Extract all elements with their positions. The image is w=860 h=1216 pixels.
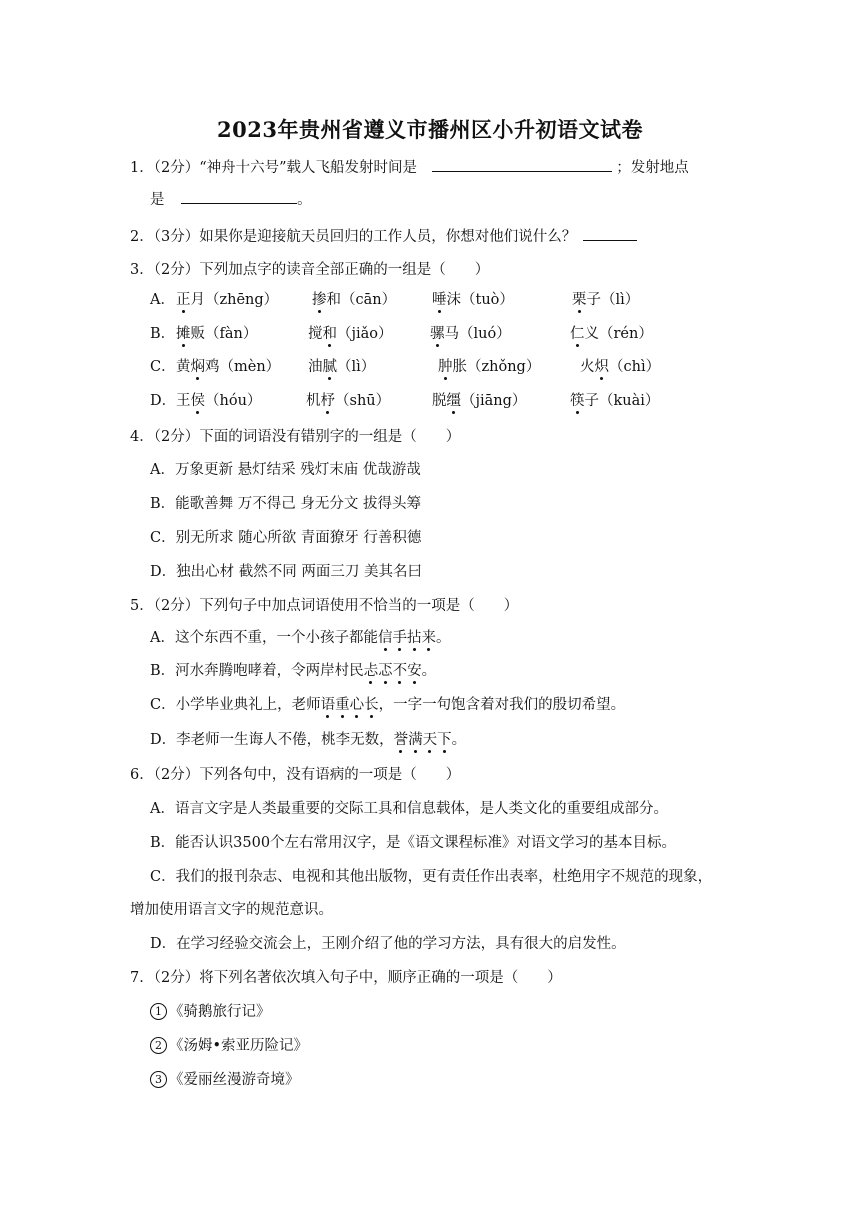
option-word — [308, 324, 393, 344]
book-title: 《汤姆•索亚历险记》 — [169, 1038, 309, 1054]
option-4b[interactable]: B．能歌善舞 万不得己 身无分文 拔得头筹 — [150, 496, 421, 512]
pinyin: 贩（fàn） — [190, 326, 258, 342]
dotted-char: 信 — [377, 630, 393, 646]
pinyin: 月（zhēng） — [190, 292, 279, 308]
pinyin: 子（lì） — [586, 292, 640, 308]
dotted-char: 满 — [408, 732, 423, 748]
pinyin: 沫（tuò） — [446, 292, 514, 308]
option-6d[interactable]: D．在学习经验交流会上，王刚介绍了他的学习方法，具有很大的启发性。 — [150, 936, 626, 952]
dotted-char: 炽 — [594, 359, 609, 375]
dotted-char: 唾 — [432, 292, 447, 308]
period: 。 — [297, 192, 312, 208]
dotted-char: 手 — [392, 630, 407, 646]
option-3c[interactable] — [150, 357, 710, 377]
option-text: C．小学毕业典礼上，老师 — [150, 697, 321, 713]
pinyin: 子（kuài） — [584, 393, 660, 409]
dotted-char: 肿 — [438, 359, 453, 375]
option-word — [176, 357, 280, 377]
dotted-char: 侯 — [190, 393, 205, 409]
question-1-line-1 — [130, 157, 689, 178]
option-text: D．李老师一生诲人不倦，桃李无数， — [150, 732, 394, 748]
option-word — [306, 391, 390, 411]
char: 黄 — [176, 359, 191, 375]
dotted-char: 骡 — [430, 326, 445, 342]
pinyin: 胀（zhǒng） — [452, 359, 541, 375]
char: 搅 — [308, 326, 323, 342]
option-label: D． — [150, 393, 177, 409]
dotted-char: 焖 — [190, 359, 205, 375]
char: 油 — [308, 359, 323, 375]
question-6-stem: 6．（2分）下列各句中，没有语病的一项是（ ） — [130, 767, 461, 783]
question-3-stem: 3．（2分）下列加点字的读音全部正确的一组是（ ） — [130, 262, 490, 278]
dotted-char: 忐 — [363, 663, 379, 679]
option-word — [312, 290, 396, 310]
pinyin: （lì） — [337, 359, 376, 375]
dotted-char: 杼 — [320, 393, 335, 409]
dotted-char: 仁 — [570, 326, 585, 342]
option-label: A． — [150, 292, 175, 308]
option-word — [432, 391, 526, 411]
circled-number: 2 — [150, 1037, 167, 1054]
answer-blank-q2[interactable] — [583, 226, 637, 241]
pinyin: （shū） — [335, 393, 391, 409]
option-5a[interactable] — [150, 628, 450, 648]
option-text: A．这个东西不重，一个小孩子都能 — [150, 630, 378, 646]
option-6b[interactable]: B．能否认识3500个左右常用汉字，是《语文课程标准》对语文学习的基本目标。 — [150, 835, 677, 851]
pinyin: 和（cān） — [326, 292, 397, 308]
option-3a[interactable] — [150, 290, 710, 310]
dotted-char: 筷 — [570, 393, 585, 409]
circled-number: 3 — [150, 1071, 167, 1088]
option-label: B． — [150, 326, 176, 342]
dotted-char: 和 — [322, 326, 337, 342]
option-text: B．河水奔腾咆哮着，令两岸村民 — [150, 663, 364, 679]
pinyin: 鸡（mèn） — [205, 359, 281, 375]
char: 王 — [176, 393, 191, 409]
dotted-char: 缰 — [446, 393, 461, 409]
option-text: ，一字一句饱含着对我们的殷切希望。 — [378, 697, 626, 713]
option-word — [432, 290, 514, 310]
char: 火 — [580, 359, 595, 375]
dotted-char: 安 — [407, 663, 422, 679]
char: 脱 — [432, 393, 447, 409]
dotted-char: 重 — [335, 697, 350, 713]
page-title: 2023年贵州省遵义市播州区小升初语文试卷 — [217, 117, 643, 142]
option-4c[interactable]: C．别无所求 随心所欲 青面獠牙 行善积德 — [150, 530, 422, 546]
book-title: 《骑鹅旅行记》 — [169, 1004, 271, 1020]
pinyin: （jiǎo） — [337, 326, 393, 342]
question-5-stem: 5．（2分）下列句子中加点词语使用不恰当的一项是（ ） — [130, 598, 519, 614]
list-item — [150, 1002, 271, 1022]
option-6a[interactable]: A．语言文字是人类最重要的交际工具和信息载体，是人类文化的重要组成部分。 — [150, 801, 668, 817]
dotted-char: 腻 — [322, 359, 337, 375]
option-text: 。 — [451, 732, 467, 748]
dotted-char: 正 — [176, 292, 191, 308]
option-6c[interactable]: C．我们的报刊杂志、电视和其他出版物，更有责任作出表率，杜绝用字不规范的现象， — [150, 869, 713, 885]
option-text: 。 — [421, 663, 437, 679]
answer-blank-launch-site[interactable] — [181, 189, 297, 204]
option-5b[interactable] — [150, 661, 436, 681]
list-item — [150, 1036, 308, 1056]
char: 机 — [306, 393, 321, 409]
dotted-char: 天 — [422, 732, 438, 748]
pinyin: （chì） — [609, 359, 661, 375]
option-3b[interactable] — [150, 324, 710, 344]
pinyin: 义（rén） — [584, 326, 653, 342]
dotted-char: 不 — [392, 663, 408, 679]
question-1-stem-cont: ；发射地点 — [616, 160, 689, 176]
option-word — [430, 324, 511, 344]
option-label: C． — [150, 359, 176, 375]
dotted-char: 语 — [320, 697, 336, 713]
option-word — [580, 357, 660, 377]
pinyin: （hóu） — [205, 393, 262, 409]
pinyin: 马（luó） — [444, 326, 511, 342]
dotted-char: 拈 — [406, 630, 422, 646]
option-6c-cont[interactable]: 增加使用语言文字的规范意识。 — [130, 902, 333, 918]
question-2-stem: 2．（3分）如果你是迎接航天员回归的工作人员，你想对他们说什么？ — [130, 229, 577, 245]
question-7-stem: 7．（2分）将下列名著依次填入句子中，顺序正确的一项是（ ） — [130, 970, 562, 986]
question-4-stem: 4．（2分）下面的词语没有错别字的一组是（ ） — [130, 429, 461, 445]
question-1-stem-end: 是 — [150, 192, 165, 208]
option-word — [176, 391, 261, 411]
option-4a[interactable]: A．万象更新 悬灯结采 残灯末庙 优哉游哉 — [150, 462, 421, 478]
option-word — [570, 324, 653, 344]
option-4d[interactable]: D．独出心材 截然不同 两面三刀 美其名曰 — [150, 564, 422, 580]
option-text: 。 — [435, 630, 451, 646]
dotted-char: 忑 — [378, 663, 393, 679]
option-word — [438, 357, 540, 377]
question-1-line-2 — [150, 189, 312, 210]
option-word — [308, 357, 375, 377]
circled-number: 1 — [150, 1003, 167, 1020]
question-2 — [130, 226, 637, 247]
dotted-char: 来 — [421, 630, 436, 646]
dotted-char: 心 — [349, 697, 365, 713]
option-word — [176, 290, 278, 310]
question-1-stem: 1．（2分）“神舟十六号”载人飞船发射时间是 — [130, 160, 418, 176]
dotted-char: 摊 — [176, 326, 191, 342]
dotted-char: 栗 — [572, 292, 587, 308]
dotted-char: 下 — [437, 732, 452, 748]
pinyin: （jiāng） — [461, 393, 527, 409]
list-item — [150, 1070, 300, 1090]
option-word — [572, 290, 639, 310]
option-5c[interactable] — [150, 695, 625, 715]
option-5d[interactable] — [150, 730, 466, 750]
option-3d[interactable] — [150, 391, 710, 411]
option-word — [570, 391, 659, 411]
book-title: 《爱丽丝漫游奇境》 — [169, 1072, 300, 1088]
dotted-char: 誉 — [393, 732, 409, 748]
option-word — [176, 324, 257, 344]
dotted-char: 长 — [364, 697, 379, 713]
dotted-char: 掺 — [312, 292, 327, 308]
answer-blank-launch-time[interactable] — [432, 157, 612, 172]
